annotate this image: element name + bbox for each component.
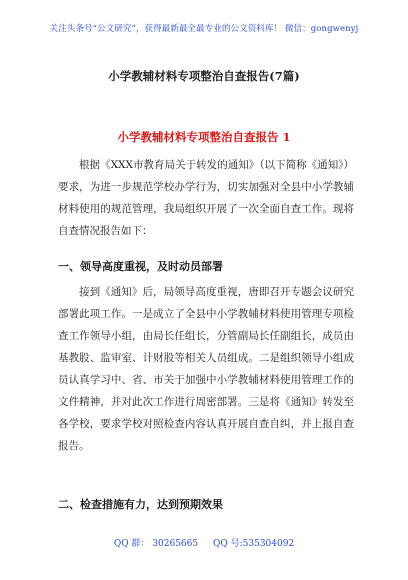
paragraph-deployment: 接到《通知》后，局领导高度重视，唐即召开专题会议研究部署此项工作。一是成立了全县中小学教辅材料使用管理专项检查工作领导小组，由局长任组长，分管副局长任副组长，成员由基教股、监审室、计财股等相关人员组成。二是组织领导小组成员认真学习中、省、市关于加强中小学教辅材料使用管理工作的文件精神，并对此次工作进行周密部署。三是将《通知》转发至各学校，要求学校对照检查内容认真开展自查自纠，并上报自查报告。 — [58, 286, 354, 452]
heading-leadership: 一、领导高度重视，及时动员部署 — [58, 260, 223, 273]
header-banner: 关注头条号“公文研究”，获得最新最全最专业的公文资料库！ 微信：gongwenyj — [49, 24, 359, 34]
footer-qq-number: QQ 号:535304092 — [212, 539, 295, 549]
footer-contacts — [0, 536, 408, 549]
paragraph-intro: 根据《XXX市教育局关于转发的通知》（以下简称《通知》）要求，为进一步规范学校办学行为，切实加强对全县中小学教辅材料使用的规范管理，我局组织开展了一次全面自查工作。现将自查情况报告如下： — [58, 159, 354, 237]
section-title: 小学教辅材料专项整治自查报告 1 — [117, 130, 291, 144]
heading-measures: 二、检查措施有力，达到预期效果 — [58, 498, 223, 511]
footer-qq-group: QQ 群： 30265665 — [113, 539, 199, 549]
document-title: 小学教辅材料专项整治自查报告(7篇) — [108, 69, 300, 83]
